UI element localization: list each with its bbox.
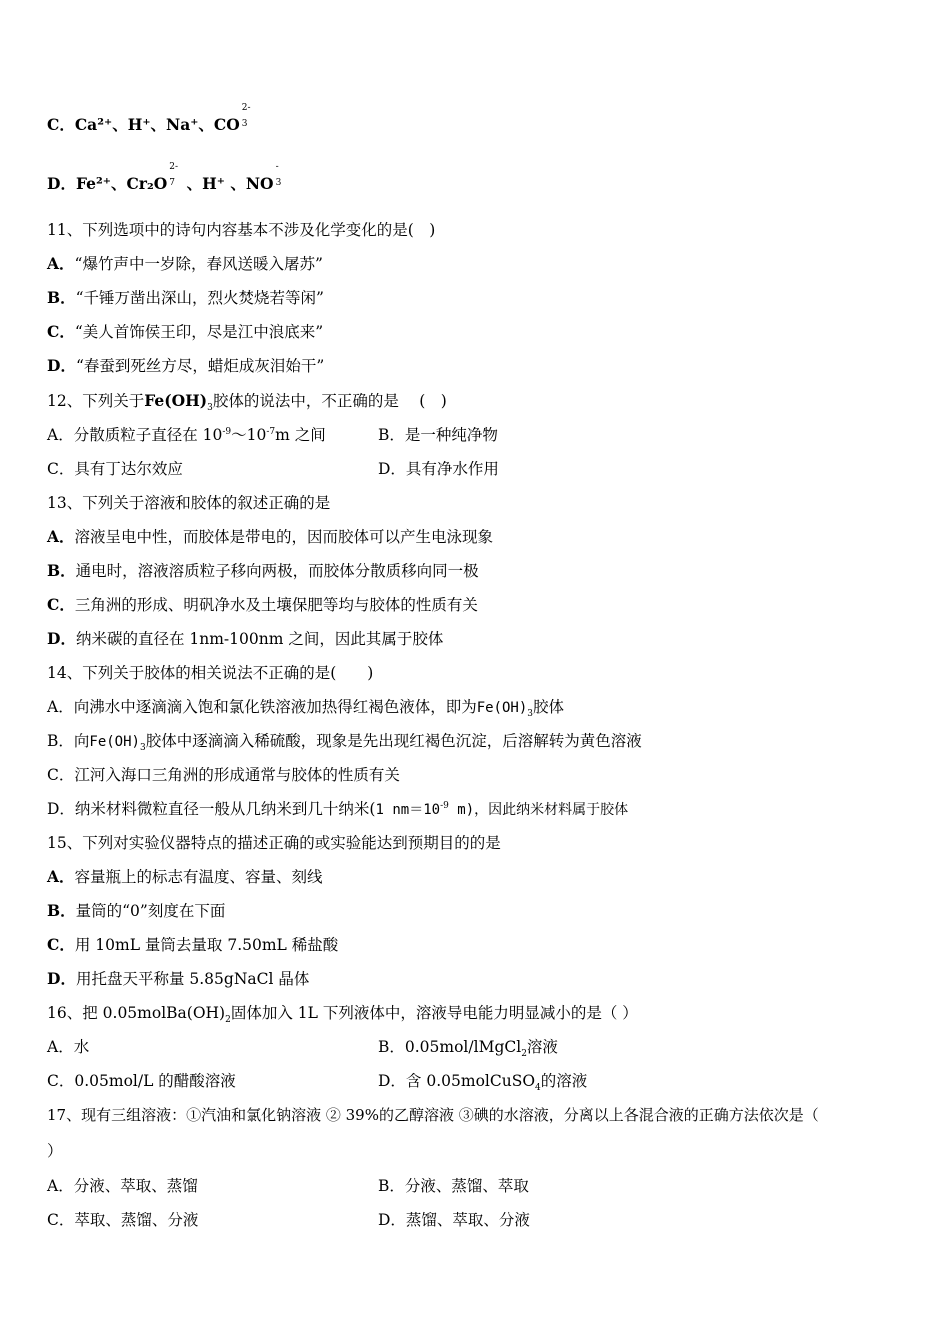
option-label: D． <box>47 969 76 988</box>
q17-option-a: A．分液、萃取、蒸馏 <box>47 1177 198 1195</box>
q10-option-c <box>47 103 254 135</box>
option-text: “千锤万凿出深山，烈火焚烧若等闲” <box>75 289 324 307</box>
subscript: 3 <box>207 403 213 414</box>
stem-part: 12、下列关于 <box>47 392 145 410</box>
option-label: B． <box>47 561 76 580</box>
option-text: “春蚕到死丝方尽，蜡炬成灰泪始干” <box>75 357 325 375</box>
q14-option-b <box>47 731 642 752</box>
option-text: 的溶液 <box>540 1072 588 1090</box>
subscript: 3 <box>527 709 534 720</box>
subscript: 2 <box>521 1049 527 1060</box>
option-label: C． <box>47 935 75 954</box>
formula: Fe(OH) <box>476 700 528 716</box>
q12-option-a <box>47 425 326 445</box>
q13-stem: 13、下列关于溶液和胶体的叙述正确的是 <box>47 494 331 512</box>
option-label: A． <box>47 254 75 273</box>
formula: Fe(OH) <box>144 391 208 410</box>
option-text: m 之间 <box>275 426 326 444</box>
q16-option-c: C．0.05mol/L 的醋酸溶液 <box>47 1072 236 1090</box>
option-text: ～10 <box>231 426 267 444</box>
option-text: “美人首饰侯王印，尽是江中浪底来” <box>74 323 324 341</box>
q17-stem-end: ） <box>47 1142 63 1160</box>
option-text: 三角洲的形成、明矾净水及土壤保肥等均与胶体的性质有关 <box>74 596 478 614</box>
stem-part: 16、把 0.05molBa(OH) <box>47 1004 226 1022</box>
option-text: 胶体 <box>533 698 565 716</box>
q11-option-b <box>47 288 324 308</box>
q14-option-d <box>47 799 628 820</box>
option-text: A．分散质粒子直径在 10 <box>47 426 223 444</box>
q15-option-d <box>47 969 309 989</box>
option-text-rest: 、H⁺ 、NO <box>186 174 274 193</box>
option-text: B．向 <box>47 732 90 750</box>
option-label: C． <box>47 322 75 341</box>
q14-option-c: C．江河入海口三角洲的形成通常与胶体的性质有关 <box>47 766 400 784</box>
option-text: D．纳米材料微粒直径一般从几纳米到几十纳米( <box>47 800 376 818</box>
subscript: 2 <box>225 1015 231 1026</box>
option-label: D． <box>47 629 76 648</box>
ion-charge <box>167 162 181 189</box>
option-text: B．0.05mol/lMgCl <box>378 1038 522 1056</box>
option-label: B． <box>47 288 76 307</box>
option-text: 用 10mL 量筒去量取 7.50mL 稀盐酸 <box>74 936 339 954</box>
q13-option-a <box>47 527 493 547</box>
option-text: A．向沸水中逐滴滴入饱和氯化铁溶液加热得红褐色液体，即为 <box>47 698 477 716</box>
q17-option-c: C．萃取、蒸馏、分液 <box>47 1211 199 1229</box>
q16-stem <box>47 1003 638 1026</box>
stem-part: 固体加入 1L 下列液体中，溶液导电能力明显减小的是（ ） <box>230 1004 638 1022</box>
option-text: “爆竹声中一岁除，春风送暖入屠苏” <box>74 255 323 273</box>
q11-option-c <box>47 322 323 342</box>
subscript: 3 <box>275 178 282 188</box>
option-label: A． <box>47 867 75 886</box>
option-text: Ca²⁺、H⁺、Na⁺、CO <box>74 115 240 134</box>
option-text: 量筒的“0”刻度在下面 <box>75 902 226 920</box>
q15-option-b <box>47 901 225 921</box>
charge: 2- <box>169 162 179 172</box>
q15-option-c <box>47 935 338 955</box>
q15-stem: 15、下列对实验仪器特点的描述正确的或实验能达到预期目的的是 <box>47 834 501 852</box>
q12-option-d: D．具有净水作用 <box>378 460 499 478</box>
ion-charge-2 <box>274 162 288 189</box>
q12-stem <box>47 391 447 414</box>
q16-option-b <box>378 1037 558 1060</box>
q13-option-d <box>47 629 443 649</box>
option-label: B． <box>47 901 76 920</box>
subscript: 4 <box>535 1083 541 1094</box>
subscript: 3 <box>241 119 248 129</box>
subscript: 3 <box>139 743 146 754</box>
exponent: -9 <box>440 800 449 811</box>
q11-option-d <box>47 356 324 376</box>
q17-stem: 17、现有三组溶液：①汽油和氯化钠溶液 ② 39%的乙醇溶液 ③碘的水溶液，分离以上各混合液的正确方法依次是（ <box>47 1106 819 1124</box>
q11-stem: 11、下列选项中的诗句内容基本不涉及化学变化的是( ) <box>47 221 436 239</box>
ion-charge <box>240 103 254 130</box>
charge: 2- <box>241 103 251 113</box>
charge: - <box>275 162 279 172</box>
option-text: 通电时，溶液溶质粒子移向两极，而胶体分散质移向同一极 <box>75 562 479 580</box>
q12-option-c: C．具有丁达尔效应 <box>47 460 183 478</box>
formula: Fe(OH) <box>89 734 140 750</box>
q16-option-d <box>378 1071 588 1094</box>
option-text: D．含 0.05molCuSO <box>378 1072 536 1090</box>
option-text: 纳米碳的直径在 1nm-100nm 之间，因此其属于胶体 <box>75 630 444 648</box>
q13-option-b <box>47 561 479 581</box>
q13-option-c <box>47 595 478 615</box>
option-text: 胶体中逐滴滴入稀硫酸，现象是先出现红褐色沉淀，后溶解转为黄色溶液 <box>145 732 642 750</box>
exponent: -9 <box>222 426 232 437</box>
q14-option-a <box>47 697 564 718</box>
option-label: C． <box>47 595 75 614</box>
option-text: m)，因此纳米材料属于胶体 <box>448 802 629 818</box>
q15-option-a <box>47 867 323 887</box>
option-text: 溶液 <box>526 1038 558 1056</box>
subscript: 7 <box>169 178 175 188</box>
q14-stem: 14、下列关于胶体的相关说法不正确的是( ) <box>47 664 374 682</box>
stem-part: 胶体的说法中，不正确的是 ( ) <box>212 392 447 410</box>
formula: 1 nm＝10 <box>375 802 441 818</box>
q17-option-b: B．分液、蒸馏、萃取 <box>378 1177 529 1195</box>
q16-option-a: A．水 <box>47 1038 90 1056</box>
option-label: A． <box>47 527 75 546</box>
option-text: 用托盘天平称量 5.85gNaCl 晶体 <box>75 970 310 988</box>
option-text: 溶液呈电中性，而胶体是带电的，因而胶体可以产生电泳现象 <box>74 528 494 546</box>
option-label: C． <box>47 115 75 134</box>
q12-option-b: B．是一种纯净物 <box>378 426 498 444</box>
q11-option-a <box>47 254 323 274</box>
q10-option-d <box>47 162 288 194</box>
exponent: -7 <box>266 426 276 437</box>
option-label: D． <box>47 356 76 375</box>
option-text: 容量瓶上的标志有温度、容量、刻线 <box>74 868 323 886</box>
q17-option-d: D．蒸馏、萃取、分液 <box>378 1211 530 1229</box>
option-label: D． <box>47 174 76 193</box>
option-text: Fe²⁺、Cr₂O <box>75 174 168 193</box>
